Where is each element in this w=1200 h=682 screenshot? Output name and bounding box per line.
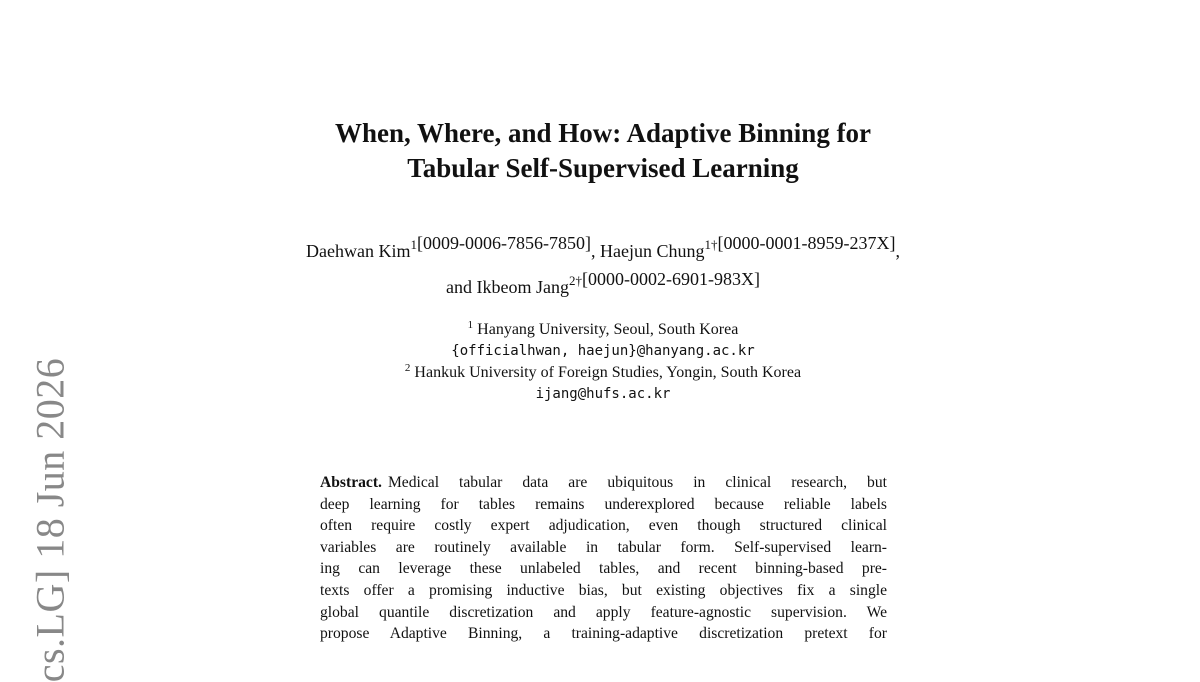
abstract-line: often require costly expert adjudication, even though structured clinical [320,517,887,535]
author-conjunction: and [446,277,477,297]
affiliation-name: Hanyang University, Seoul, South Korea [477,321,739,338]
author-orcid: [0009-0006-7856-7850] [417,232,591,253]
abstract-line: ing can leverage these unlabeled tables, and recent binning-based pre- [320,560,887,578]
author-name: Daehwan Kim [306,241,411,261]
author-list [200,233,1006,305]
author-line-1 [200,233,1006,269]
author-affil-mark: 2† [569,273,582,289]
affiliation-block [200,319,1006,405]
abstract-line: global quantile discretization and apply feature-agnostic supervision. We [320,603,887,621]
affiliation-2-email: ijang@hufs.ac.kr [535,385,671,402]
affiliation-1 [200,319,1006,341]
abstract-line: deep learning for tables remains underexplored because reliable labels [320,495,887,513]
title-line-2: Tabular Self-Supervised Learning [407,153,799,183]
affiliation-mark: 1 [467,318,474,331]
abstract-text: Medical tabular data are ubiquitous in clinical research, but [387,474,887,491]
paper-title [200,116,1006,186]
abstract-line: texts offer a promising inductive bias, but existing objectives fix a single [320,581,887,599]
author-line-2 [200,269,1006,305]
author-separator: , [590,241,600,261]
author-affil-mark: 1 [410,237,417,253]
abstract-line [320,472,887,494]
author-name: Ikbeom Jang [476,277,569,297]
title-line-1: When, Where, and How: Adaptive Binning for [334,118,872,148]
arxiv-identifier-stamp: cs.LG] 18 Jun 2026 [27,357,73,682]
abstract-heading: Abstract. [320,474,382,491]
affiliation-2 [200,362,1006,384]
author-name: Haejun Chung [599,241,705,261]
affiliation-mark: 2 [404,361,411,374]
author-separator: , [895,241,900,261]
author-affil-mark: 1† [704,237,718,253]
author-orcid: [0000-0002-6901-983X] [582,268,760,289]
author-orcid: [0000-0001-8959-237X] [717,232,896,253]
abstract-line: propose Adaptive Binning, a training-adaptive discretization pretext for [320,625,887,643]
abstract [320,472,887,645]
affiliation-1-email: {officialhwan, haejun}@hanyang.ac.kr [451,342,755,359]
affiliation-name: Hankuk University of Foreign Studies, Yongin, South Korea [414,364,802,381]
abstract-line: variables are routinely available in tabular form. Self-supervised learn- [320,538,887,556]
